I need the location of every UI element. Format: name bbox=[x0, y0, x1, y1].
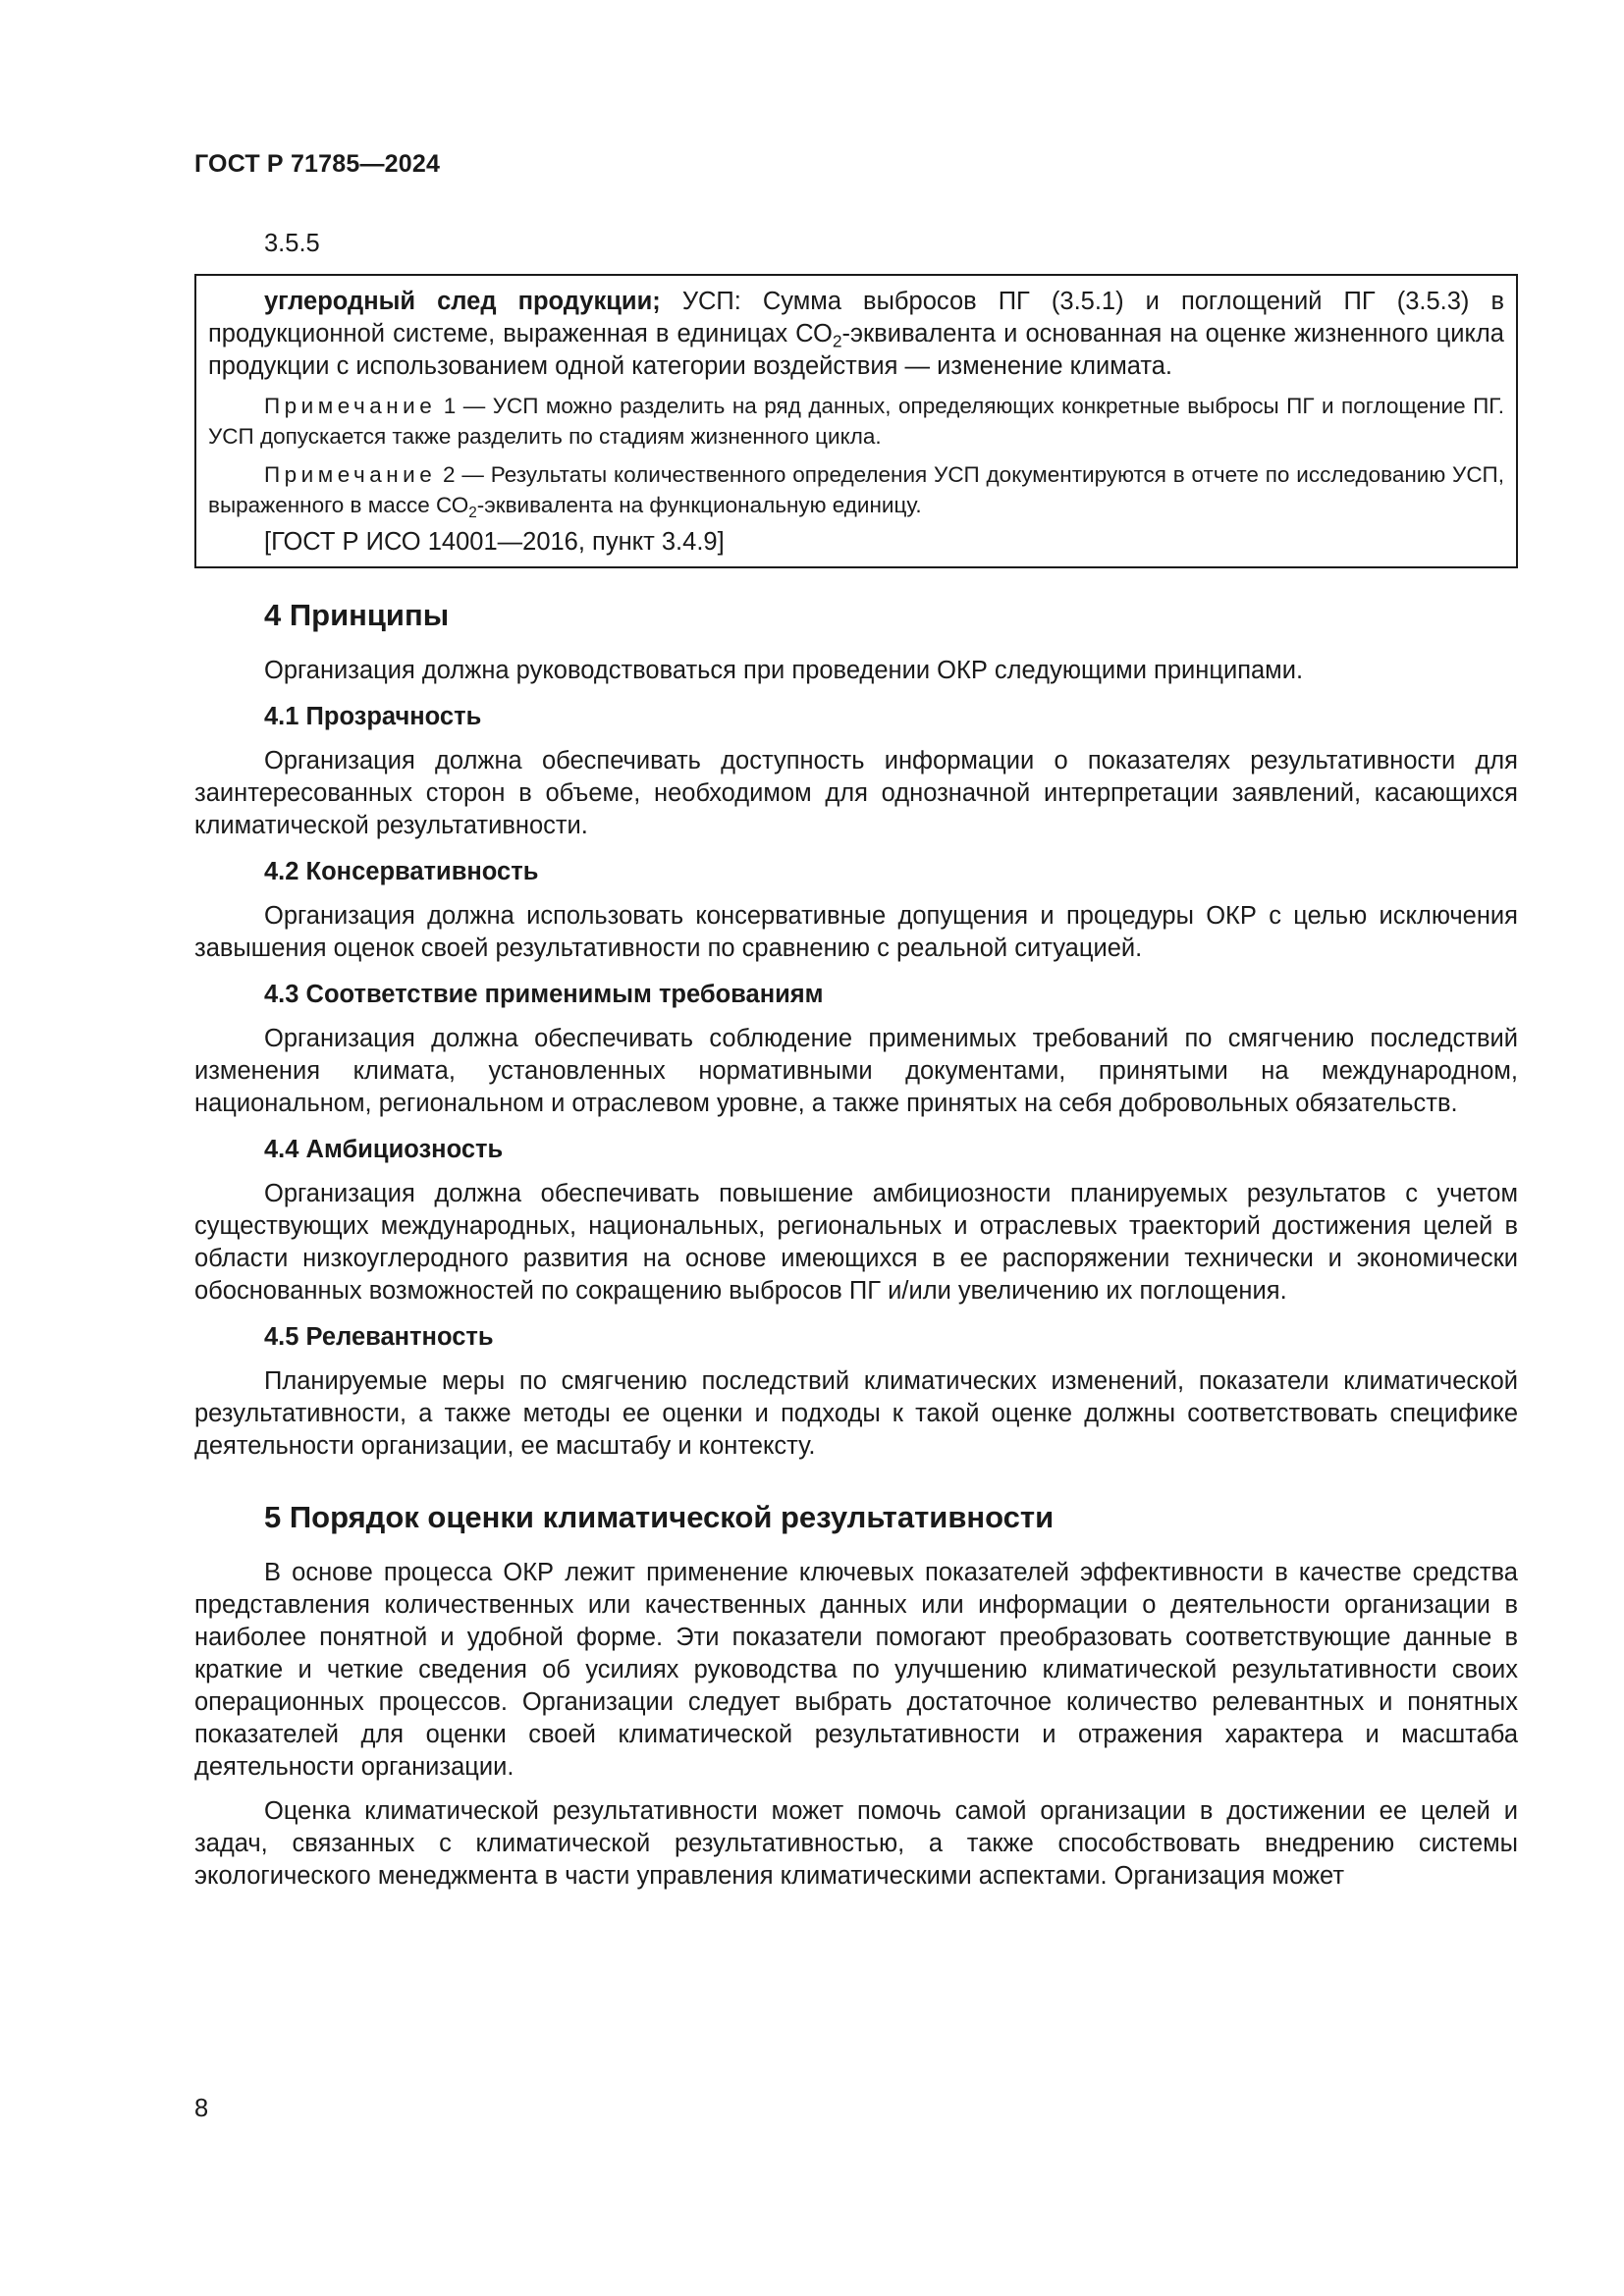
section-4-1-title: 4.1 Прозрачность bbox=[264, 703, 482, 730]
section-4-intro: Организация должна руководствоваться при проведении ОКР следующими принципами. bbox=[264, 657, 1304, 684]
note-label: Примечание bbox=[264, 394, 437, 418]
note-2 bbox=[208, 459, 1504, 520]
term-definition-text: УСП: Сумма выбросов ПГ (3.5.1) и поглощений ПГ (3.5.3) в продукционной системе, выраженная в единицах СО bbox=[208, 288, 1504, 347]
section-4-4-title: 4.4 Амбициозность bbox=[264, 1136, 504, 1163]
section-4-2-text: Организация должна использовать консервативные допущения и процедуры ОКР с целью исключения завышения оценок своей результативности по сравнению с реальной ситуацией. bbox=[194, 902, 1518, 962]
term-definition bbox=[208, 286, 1504, 383]
section-5-paragraph-2: Оценка климатической результативности может помочь самой организации в достижении ее целей и задач, связанных с климатической результативностью, а также способствовать внедрению системы экологического менеджмента в части управления климатическими аспектами. Организация может bbox=[194, 1797, 1518, 1890]
term-definition-text-end: -эквивалента и основанная на оценке жизненного цикла продукции с использованием одной категории воздействия — изменение климата. bbox=[208, 320, 1504, 380]
note-label: Примечание bbox=[264, 462, 437, 487]
co2-subscript: 2 bbox=[832, 331, 842, 351]
term-number: 3.5.5 bbox=[264, 230, 320, 257]
section-5-title: 5 Порядок оценки климатической результативности bbox=[264, 1500, 1055, 1534]
section-4-3-text: Организация должна обеспечивать соблюдение применимых требований по смягчению последствий изменения климата, установленных нормативными документами, принятыми на международном, национальном, региональном и отраслевом уровне, а также принятых на себя добровольных обязательств. bbox=[194, 1025, 1518, 1117]
section-4-5-text: Планируемые меры по смягчению последствий климатических изменений, показатели климатической результативности, а также методы ее оценки и подходы к такой оценке должны соответствовать специфике деятельности организации, ее масштабу и контексту. bbox=[194, 1367, 1518, 1460]
note-1-text: 1 — УСП можно разделить на ряд данных, определяющих конкретные выбросы ПГ и поглощение ПГ. УСП допускается также разделить по стадиям жизненного цикла. bbox=[208, 394, 1504, 449]
section-4-1-text: Организация должна обеспечивать доступность информации о показателях результативности для заинтересованных сторон в объеме, необходимом для однозначной интерпретации заявлений, касающихся климатической результативности. bbox=[194, 747, 1518, 839]
section-4-2-title: 4.2 Консервативность bbox=[264, 858, 539, 885]
page-number: 8 bbox=[194, 2095, 209, 2122]
page-content bbox=[194, 228, 1518, 1904]
term-source: [ГОСТ Р ИСО 14001—2016, пункт 3.4.9] bbox=[264, 528, 725, 556]
note-1 bbox=[208, 391, 1504, 452]
co2-subscript: 2 bbox=[468, 504, 477, 521]
document-header: ГОСТ Р 71785—2024 bbox=[194, 150, 441, 178]
note-2-text-end: -эквивалента на функциональную единицу. bbox=[476, 493, 922, 517]
section-4-3-title: 4.3 Соответствие применимым требованиям bbox=[264, 981, 824, 1008]
section-4-4-text: Организация должна обеспечивать повышение амбициозности планируемых результатов с учетом существующих международных, национальных, региональных и отраслевых траекторий достижения целей в области низкоуглеродного развития на основе имеющихся в ее распоряжении технически и экономически обоснованных возможностей по сокращению выбросов ПГ и/или увеличению их поглощения. bbox=[194, 1180, 1518, 1305]
section-4-5-title: 4.5 Релевантность bbox=[264, 1323, 494, 1351]
term-name: углеродный след продукции; bbox=[264, 288, 661, 315]
term-definition-box bbox=[194, 274, 1518, 568]
note-2-text: 2 — Результаты количественного определения УСП документируются в отчете по исследованию УСП, выраженного в массе СО bbox=[208, 462, 1504, 517]
section-5-paragraph-1: В основе процесса ОКР лежит применение ключевых показателей эффективности в качестве средства представления количественных или качественных данных или информации о деятельности организации в наиболее понятной и удобной форме. Эти показатели помогают преобразовать соответствующие данные в краткие и четкие сведения об усилиях руководства по улучшению климатической результативности своих операционных процессов. Организации следует выбрать достаточное количество релевантных и понятных показателей для оценки своей климатической результативности и отражения характера и масштаба деятельности организации. bbox=[194, 1559, 1518, 1781]
section-4-title: 4 Принципы bbox=[264, 598, 450, 632]
